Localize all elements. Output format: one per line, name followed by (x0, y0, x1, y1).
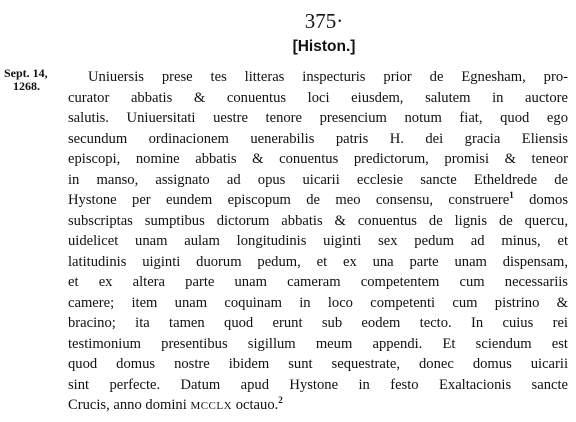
text-line-7 (68, 190, 568, 211)
document-title: [Histon.] (292, 38, 356, 55)
footnote-marker-1: 1 (509, 190, 514, 200)
text-line-5: episcopi, nomine abbatis & conuentus predictorum, promisi & teneor (68, 151, 568, 167)
year-numeral: MCCLX (190, 400, 233, 412)
text-line-14: testimonium presentibus sigillum meum appendi. Et sciendum est (68, 335, 568, 352)
margin-date-line-2: 1268. (13, 79, 40, 93)
text-line-11: et ex altera parte unam cameram competentem cum necessariis (68, 274, 568, 290)
text-line-7-tail: domos (529, 192, 568, 208)
text-line-16: sint perfecte. Datum apud Hystone in festo Exaltacionis sancte (68, 376, 568, 393)
text-line-12: camere; item unam coquinam in loco competenti cum pistrino & (68, 294, 568, 311)
text-line-7-main: Hystone per eundem episcopum de meo consensu, construere (68, 192, 510, 208)
text-line-8: subscriptas sumptibus dictorum abbatis & conuentus de lignis de quercu, (68, 212, 568, 229)
charter-text (68, 67, 568, 417)
text-line-10: latitudinis uiginti duorum pedum, et ex una parte unam dispensam, (68, 253, 568, 270)
footnote-marker-2: 2 (278, 395, 283, 405)
document-number: 375· (304, 9, 344, 33)
text-line-17-main: Crucis, anno domini (68, 397, 187, 413)
text-line-15: quod domus nostre ibidem sunt sequestrate, donec domus uicarii (68, 356, 568, 372)
text-line-1: Uniuersis prese tes litteras inspecturis prior de Egnesham, pro- (88, 69, 568, 85)
text-line-13: bracino; ita tamen quod erunt sub eodem tecto. In cuius rei (68, 315, 568, 331)
margin-date-line-1: Sept. 14, (4, 66, 48, 80)
margin-date (4, 67, 74, 93)
text-line-3: salutis. Uniuersitati uestre tenore presencium notum fiat, quod ego (68, 110, 568, 126)
text-line-17 (68, 395, 568, 417)
text-line-6: in manso, assignato ad opus uicarii ecclesie sancte Etheldrede de (68, 171, 568, 188)
text-line-2: curator abbatis & conuentus loci eiusdem, salutem in auctore (68, 89, 568, 106)
text-line-9: uidelicet unam aulam longitudinis uiginti sex pedum ad minus, et (68, 233, 568, 249)
text-line-17-tail: octauo. (235, 397, 279, 413)
text-line-4: secundum ordinacionem uenerabilis patris H. dei gracia Eliensis (68, 130, 568, 147)
